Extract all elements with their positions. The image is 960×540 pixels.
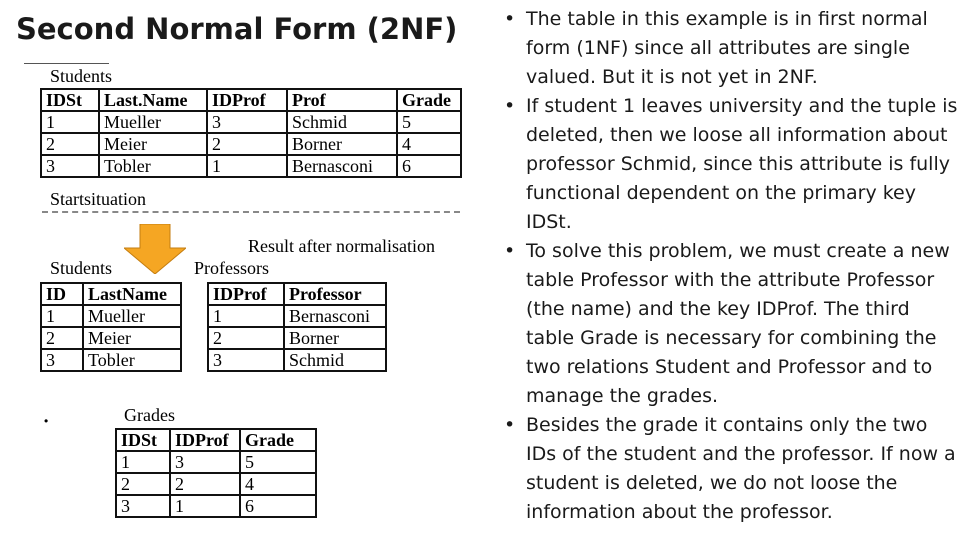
bullet-item (500, 411, 960, 527)
table-row (208, 349, 386, 371)
column-header: IDProf (170, 429, 240, 451)
table-cell: 6 (240, 495, 316, 517)
table-cell: Tobler (99, 155, 207, 177)
table-cell: 2 (41, 327, 83, 349)
table-cell: Meier (99, 133, 207, 155)
bullet-list (500, 5, 960, 527)
bullet-item (500, 5, 960, 92)
students-table-initial (40, 88, 462, 178)
column-header: Grade (240, 429, 316, 451)
table-cell: Bernasconi (284, 305, 386, 327)
down-arrow-icon (124, 224, 186, 274)
table-cell: 2 (116, 473, 170, 495)
bullet-text: The table in this example is in first normal form (1NF) since all attributes are single valued. But it is not yet in 2NF. (526, 8, 928, 88)
table-cell: 3 (170, 451, 240, 473)
table-cell: Bernasconi (287, 155, 397, 177)
table-row (116, 495, 316, 517)
column-header: LastName (83, 283, 181, 305)
table-header-row (41, 89, 461, 111)
title-underline (24, 63, 109, 64)
column-header: IDSt (116, 429, 170, 451)
column-header: Professor (284, 283, 386, 305)
grades-table (115, 428, 317, 518)
table-row (41, 305, 181, 327)
explanation-text (500, 5, 960, 527)
column-header: Grade (397, 89, 461, 111)
table-cell: 2 (170, 473, 240, 495)
bullet-marker: • (504, 414, 516, 436)
grades-caption: Grades (124, 405, 175, 425)
table-cell: 1 (170, 495, 240, 517)
table-header-row (41, 283, 181, 305)
table-cell: 3 (41, 349, 83, 371)
table-row (116, 451, 316, 473)
column-header: IDProf (207, 89, 287, 111)
table-cell: Borner (287, 133, 397, 155)
bullet-marker: • (504, 95, 516, 117)
table-cell: Schmid (287, 111, 397, 133)
column-header: ID (41, 283, 83, 305)
table-header-row (208, 283, 386, 305)
bullet-item (500, 92, 960, 237)
table-cell: 3 (207, 111, 287, 133)
table-cell: Borner (284, 327, 386, 349)
table-row (116, 473, 316, 495)
table-cell: 5 (240, 451, 316, 473)
result-label: Result after normalisation (248, 236, 435, 256)
separator-dashed (42, 211, 460, 213)
table-row (41, 155, 461, 177)
table-cell: 1 (208, 305, 284, 327)
table-cell: Tobler (83, 349, 181, 371)
table-cell: Mueller (99, 111, 207, 133)
table-cell: 5 (397, 111, 461, 133)
students1-caption: Students (50, 66, 113, 86)
table-cell: 2 (41, 133, 99, 155)
table-cell: 1 (41, 111, 99, 133)
table-cell: 3 (41, 155, 99, 177)
stray-bullet: • (44, 414, 49, 428)
bullet-marker: • (504, 240, 516, 262)
students2-caption: Students (50, 258, 113, 278)
bullet-marker: • (504, 8, 516, 30)
students-table-normalized (40, 282, 182, 372)
table-row (208, 327, 386, 349)
bullet-item (500, 237, 960, 411)
bullet-text: If student 1 leaves university and the tuple is deleted, then we loose all information about professor Schmid, since this attribute is fully functional dependent on the primary key IDSt. (526, 95, 958, 233)
column-header: Prof (287, 89, 397, 111)
bullet-text: To solve this problem, we must create a new table Professor with the attribute Professor (the name) and the key IDProf. The third table Grade is necessary for combining the two relations Student and Professor and to manage the grades. (526, 240, 950, 407)
table-cell: 6 (397, 155, 461, 177)
table-cell: 1 (41, 305, 83, 327)
bullet-text: Besides the grade it contains only the two IDs of the student and the professor. If now a student is deleted, we do not loose the information about the professor. (526, 414, 956, 523)
table-cell: 2 (208, 327, 284, 349)
table-row (41, 133, 461, 155)
table-row (41, 111, 461, 133)
professors-table (207, 282, 387, 372)
professors-caption: Professors (194, 258, 269, 278)
column-header: Last.Name (99, 89, 207, 111)
table-header-row (116, 429, 316, 451)
table-row (41, 349, 181, 371)
table-cell: 1 (207, 155, 287, 177)
table-cell: 4 (240, 473, 316, 495)
table-cell: Schmid (284, 349, 386, 371)
table-cell: 4 (397, 133, 461, 155)
table-row (208, 305, 386, 327)
slide-title: Second Normal Form (2NF) (16, 12, 458, 46)
column-header: IDSt (41, 89, 99, 111)
table-cell: 3 (208, 349, 284, 371)
table-cell: Meier (83, 327, 181, 349)
startsituation-label: Startsituation (50, 189, 146, 209)
table-row (41, 327, 181, 349)
table-cell: Mueller (83, 305, 181, 327)
table-cell: 3 (116, 495, 170, 517)
column-header: IDProf (208, 283, 284, 305)
table-cell: 1 (116, 451, 170, 473)
table-cell: 2 (207, 133, 287, 155)
